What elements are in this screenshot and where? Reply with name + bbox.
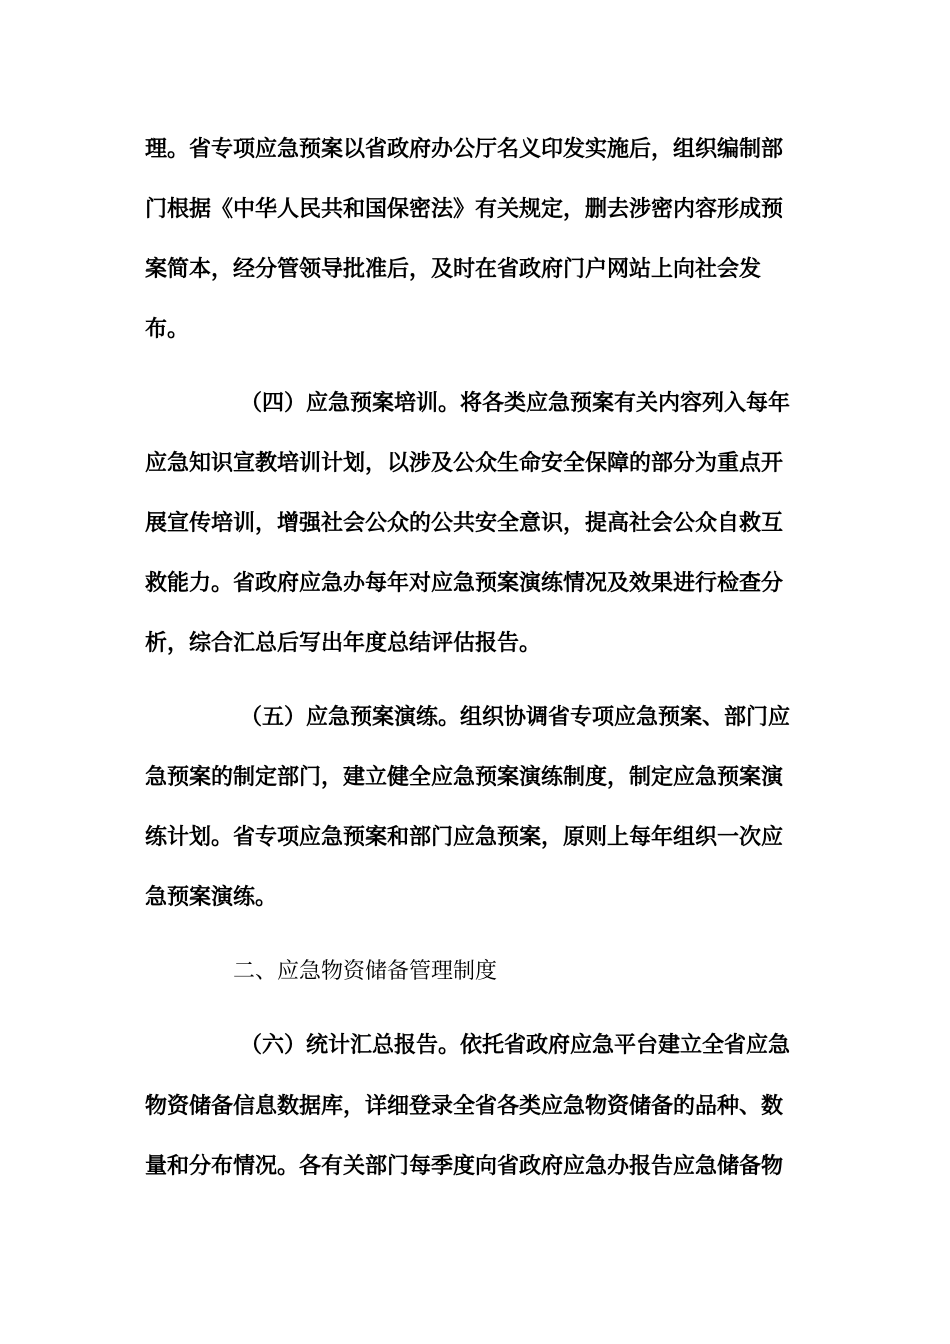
section-heading: 二、应急物资储备管理制度 [233,959,498,984]
paragraph-line: （四）应急预案培训。将各类应急预案有关内容列入每年 [240,391,791,416]
paragraph-line: 析，综合汇总后写出年度总结评估报告。 [145,631,542,656]
paragraph-line: 理。省专项应急预案以省政府办公厅名义印发实施后，组织编制部 [145,137,784,162]
paragraph-line: 门根据《中华人民共和国保密法》有关规定，删去涉密内容形成预 [145,197,784,222]
paragraph-line: 量和分布情况。各有关部门每季度向省政府应急办报告应急储备物 [145,1154,784,1179]
paragraph-line: 急预案的制定部门，建立健全应急预案演练制度，制定应急预案演 [145,765,784,790]
paragraph-line: 物资储备信息数据库，详细登录全省各类应急物资储备的品种、数 [145,1094,784,1119]
paragraph-line: 布。 [145,317,190,342]
paragraph-line: 案简本，经分管领导批准后，及时在省政府门户网站上向社会发 [145,257,762,282]
paragraph-line: （五）应急预案演练。组织协调省专项应急预案、部门应 [240,705,791,730]
paragraph-line: 应急知识宣教培训计划，以涉及公众生命安全保障的部分为重点开 [145,451,784,476]
paragraph-line: （六）统计汇总报告。依托省政府应急平台建立全省应急 [240,1033,791,1058]
paragraph-line: 救能力。省政府应急办每年对应急预案演练情况及效果进行检查分 [145,571,784,596]
paragraph-line: 展宣传培训，增强社会公众的公共安全意识，提高社会公众自救互 [145,511,784,536]
paragraph-line: 急预案演练。 [145,885,278,910]
paragraph-line: 练计划。省专项应急预案和部门应急预案，原则上每年组织一次应 [145,825,784,850]
